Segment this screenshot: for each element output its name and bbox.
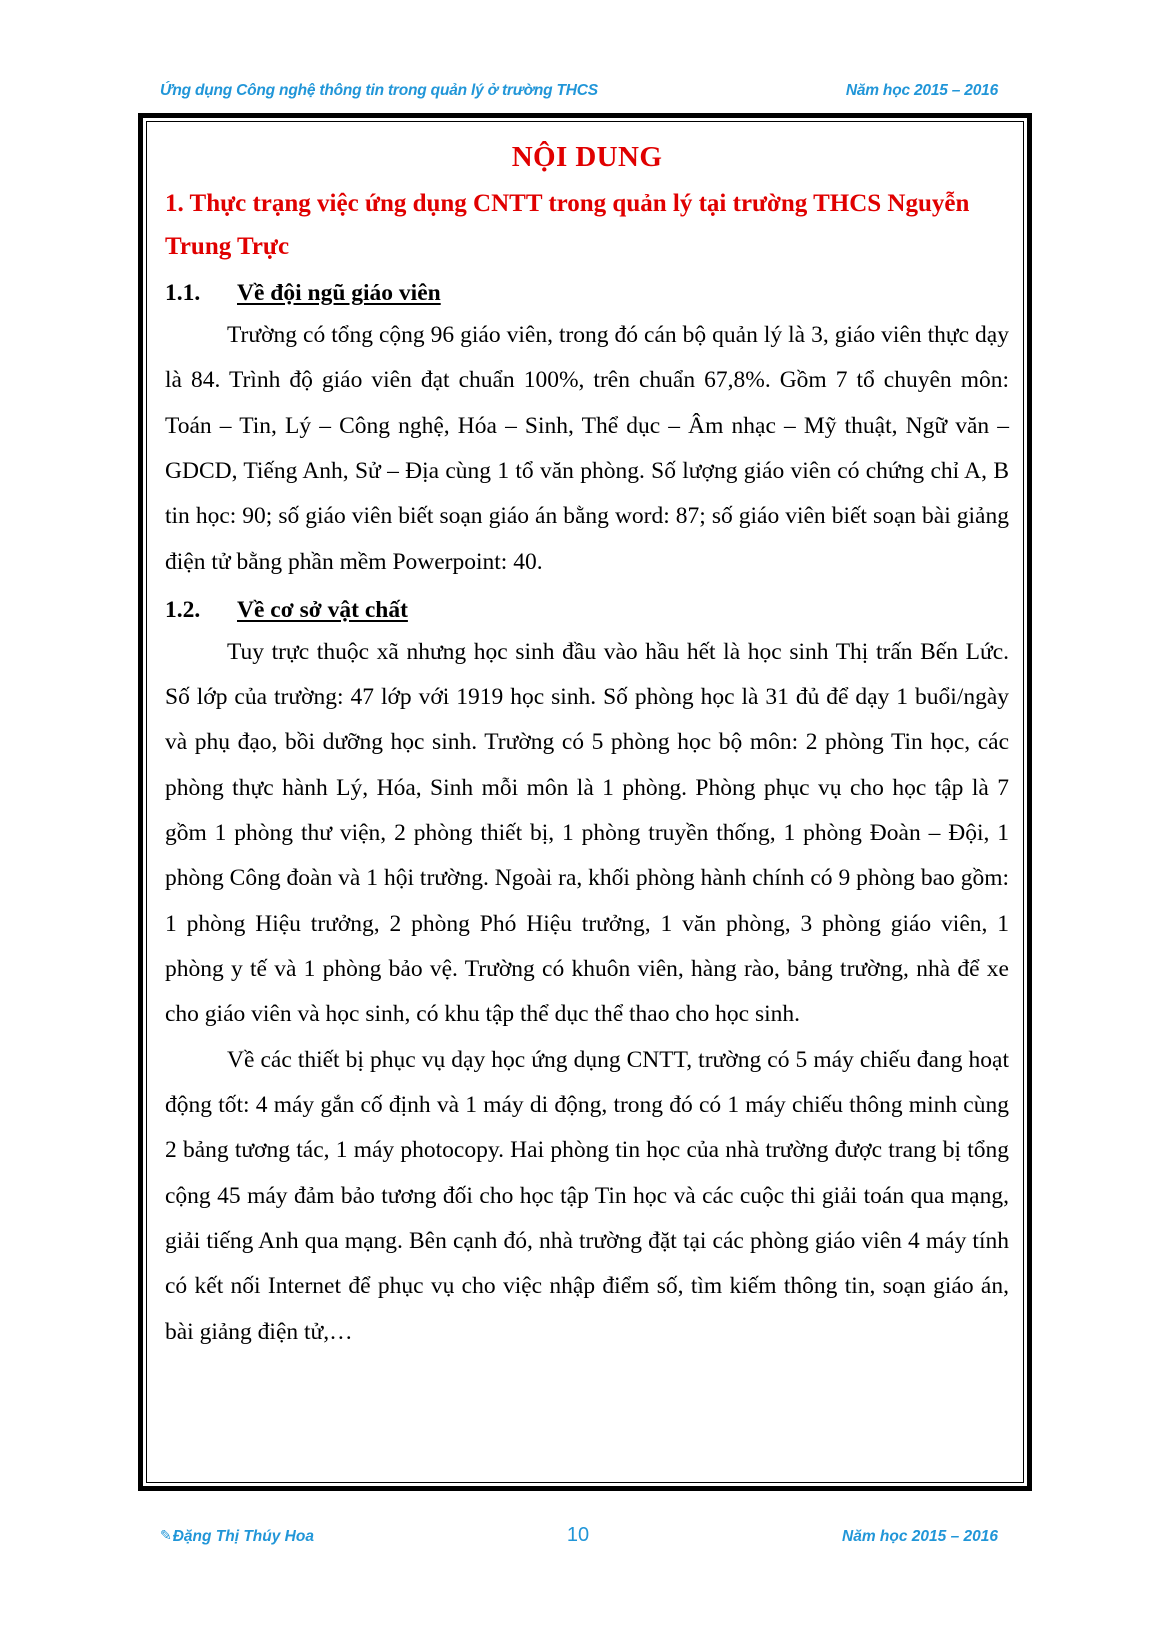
section-1-heading: 1. Thực trạng việc ứng dụng CNTT trong quản lý tại trường THCS Nguyễn Trung Trực (165, 190, 970, 261)
header-right-text: Năm học 2015 – 2016 (845, 82, 998, 99)
subsection-1-2-label: Về cơ sở vật chất (237, 596, 408, 623)
page-title: NỘI DUNG (511, 141, 663, 173)
page-number: 10 (566, 1524, 590, 1546)
page-border-box (138, 113, 1032, 1491)
running-footer (160, 1524, 998, 1547)
footer-author-block (160, 1528, 314, 1546)
subsection-1-2-heading (165, 591, 1009, 630)
running-header (160, 82, 998, 100)
subsection-1-1-paragraph: Trường có tổng cộng 96 giáo viên, trong đó cán bộ quản lý là 3, giáo viên thực dạy là 84. Trình độ giáo viên đạt chuẩn 100%, trên chuẩn 67,8%. Gồm 7 tổ chuyên môn: Toán – Tin, Lý – Công nghệ, Hóa – Sinh, Thể dục – Âm nhạc – Mỹ thuật, Ngữ văn – GDCD, Tiếng Anh, Sử – Địa cùng 1 tổ văn phòng. Số lượng giáo viên có chứng chỉ A, B tin học: 90; số giáo viên biết soạn giáo án bằng word: 87; số giáo viên biết soạn bài giảng điện tử bằng phần mềm Powerpoint: 40. (165, 321, 1009, 575)
subsection-1-1-label: Về đội ngũ giáo viên (237, 280, 441, 307)
subsection-1-2-number: 1.2. (165, 596, 201, 623)
subsection-1-1-number: 1.1. (165, 280, 201, 307)
subsection-1-2-paragraph-1: Tuy trực thuộc xã nhưng học sinh đầu vào hầu hết là học sinh Thị trấn Bến Lức. Số lớp của trường: 47 lớp với 1919 học sinh. Số phòng học là 31 đủ để dạy 1 buổi/ngày và phụ đạo, bồi dưỡng học sinh. Trường có 5 phòng học bộ môn: 2 phòng Tin học, các phòng thực hành Lý, Hóa, Sinh mỗi môn là 1 phòng. Phòng phục vụ cho học tập là 7 gồm 1 phòng thư viện, 2 phòng thiết bị, 1 phòng truyền thống, 1 phòng Đoàn – Đội, 1 phòng Công đoàn và 1 hội trường. Ngoài ra, khối phòng hành chính có 9 phòng bao gồm: 1 phòng Hiệu trưởng, 2 phòng Phó Hiệu trưởng, 1 văn phòng, 3 phòng giáo viên, 1 phòng y tế và 1 phòng bảo vệ. Trường có khuôn viên, hàng rào, bảng trường, nhà để xe cho giáo viên và học sinh, có khu tập thể dục thể thao cho học sinh. (165, 638, 1009, 1028)
footer-right-text: Năm học 2015 – 2016 (842, 1528, 998, 1545)
footer-author-name: Đặng Thị Thúy Hoa (172, 1528, 314, 1545)
header-left-text: Ứng dụng Công nghệ thông tin trong quản lý ở trường THCS (160, 82, 598, 99)
page-content (165, 130, 1009, 1355)
subsection-1-1-heading (165, 274, 1009, 313)
pencil-icon: ✎ (160, 1527, 172, 1543)
subsection-1-2-paragraph-2: Về các thiết bị phục vụ dạy học ứng dụng CNTT, trường có 5 máy chiếu đang hoạt động tốt: 4 máy gắn cố định và 1 máy di động, trong đó có 1 máy chiếu thông minh cùng 2 bảng tương tác, 1 máy photocopy. Hai phòng tin học của nhà trường được trang bị tổng cộng 45 máy đảm bảo tương đối cho học tập Tin học và các cuộc thi giải toán qua mạng, giải tiếng Anh qua mạng. Bên cạnh đó, nhà trường đặt tại các phòng giáo viên 4 máy tính có kết nối Internet để phục vụ cho việc nhập điểm số, tìm kiếm thông tin, soạn giáo án, bài giảng điện tử,… (165, 1046, 1009, 1345)
